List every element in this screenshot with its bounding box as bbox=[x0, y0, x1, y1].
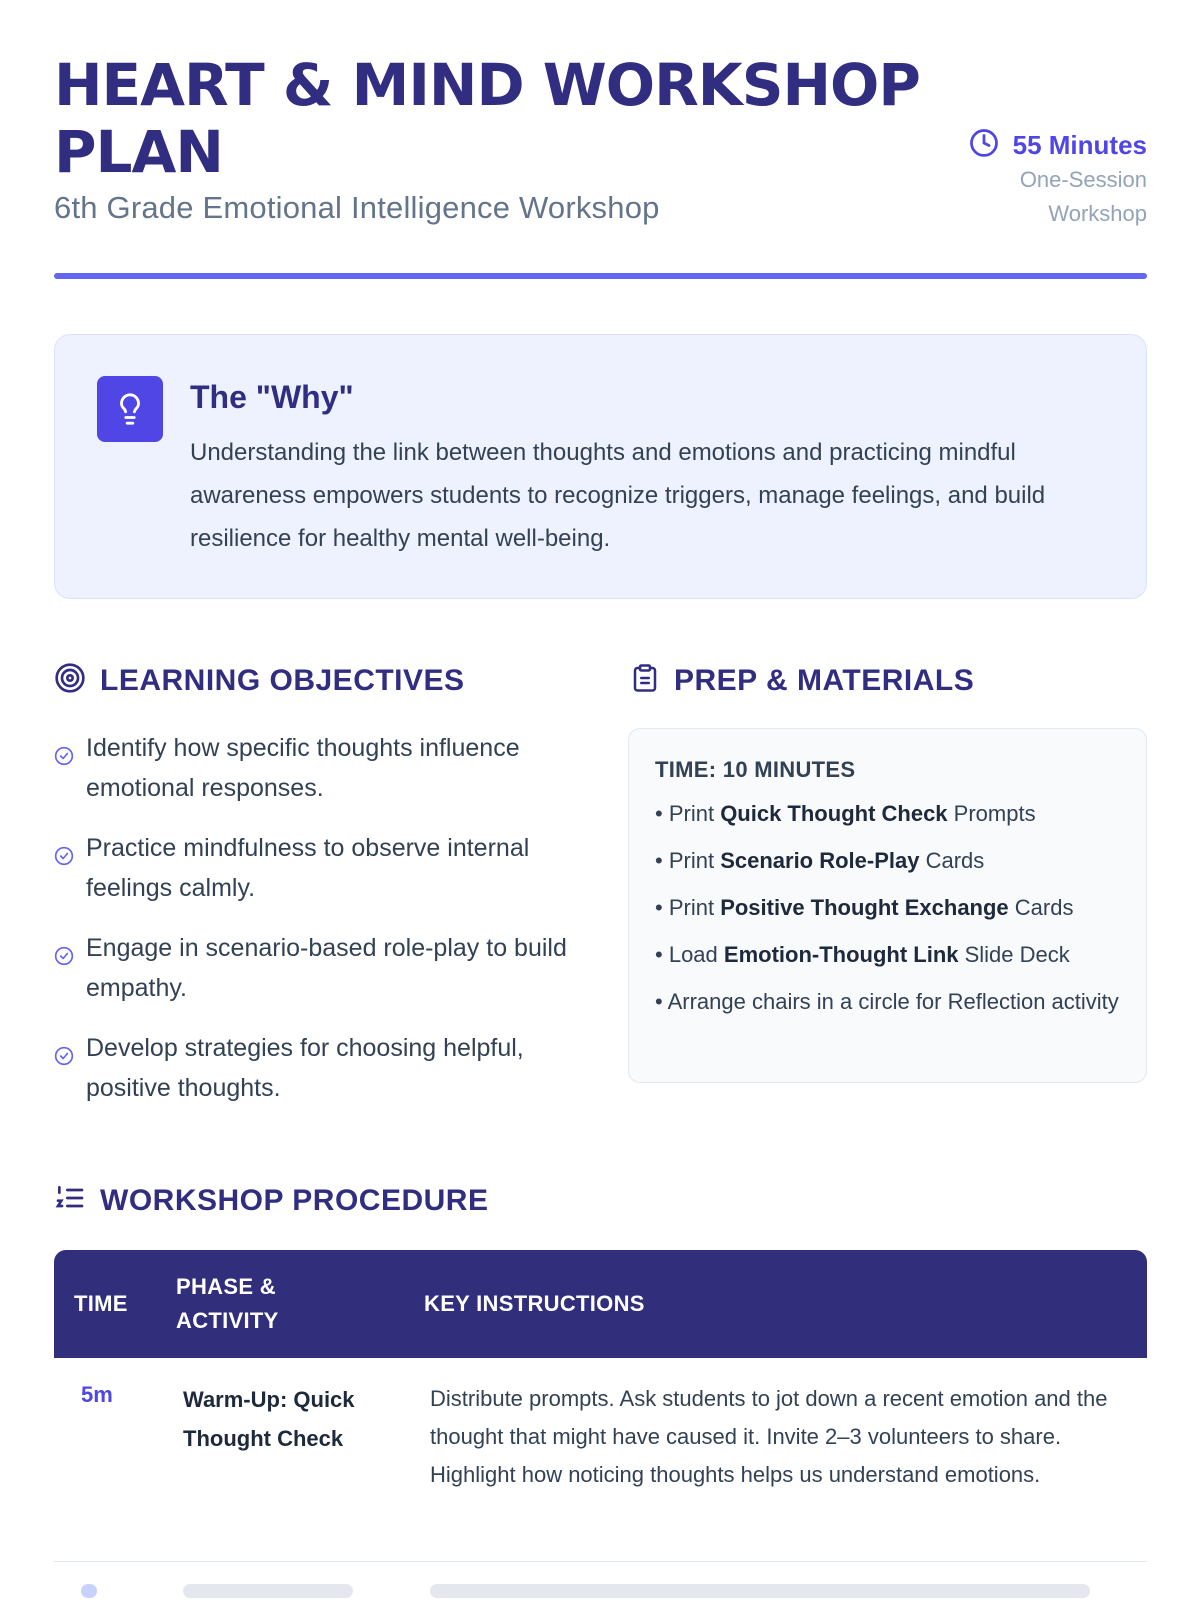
objective-text: Develop strategies for choosing helpful, positive thoughts. bbox=[86, 1034, 524, 1102]
check-circle-icon bbox=[54, 1038, 74, 1078]
procedure-title: WORKSHOP PROCEDURE bbox=[100, 1183, 489, 1217]
duration-value: 55 Minutes bbox=[1012, 130, 1147, 160]
list-item: • Print Positive Thought Exchange Cards bbox=[655, 895, 1074, 920]
table-header bbox=[54, 1250, 1147, 1358]
cut-off-text bbox=[183, 1584, 353, 1598]
cut-off-text bbox=[81, 1584, 97, 1598]
column-header-instructions: KEY INSTRUCTIONS bbox=[424, 1291, 645, 1316]
table-row bbox=[54, 1358, 1147, 1562]
row-instructions: Distribute prompts. Ask students to jot down a recent emotion and the thought that might have caused it. Invite 2–3 volunteers to share. Highlight how noticing thoughts helps us understand emotions. bbox=[430, 1386, 1108, 1487]
prep-time: TIME: 10 MINUTES bbox=[655, 757, 856, 782]
duration-note: One-Session Workshop bbox=[1019, 167, 1147, 226]
why-body: Understanding the link between thoughts and emotions and practicing mindful awareness empowers students to recognize triggers, manage feelings, and build resilience for healthy mental well-being. bbox=[190, 439, 1046, 552]
why-card bbox=[54, 334, 1147, 599]
prep-heading bbox=[630, 662, 974, 699]
procedure-table bbox=[54, 1250, 1147, 1600]
duration-block bbox=[969, 128, 1147, 231]
lightbulb-icon bbox=[97, 376, 163, 442]
list-item bbox=[54, 828, 574, 908]
list-item bbox=[54, 928, 574, 1008]
page-title: HEART & MIND WORKSHOP PLAN bbox=[54, 51, 920, 186]
row-time: 5m bbox=[81, 1382, 113, 1407]
cut-off-text bbox=[430, 1584, 1090, 1598]
check-circle-icon bbox=[54, 738, 74, 778]
table-row-partial bbox=[54, 1562, 1147, 1600]
list-item: • Arrange chairs in a circle for Reflection activity bbox=[655, 989, 1119, 1014]
objectives-list bbox=[54, 728, 574, 1128]
objectives-heading bbox=[54, 662, 465, 699]
list-item bbox=[54, 1028, 574, 1108]
list-item: • Print Scenario Role-Play Cards bbox=[655, 848, 985, 873]
procedure-heading bbox=[54, 1182, 488, 1219]
page-header bbox=[54, 52, 1147, 282]
check-circle-icon bbox=[54, 838, 74, 878]
target-icon bbox=[54, 662, 86, 699]
column-header-time: TIME bbox=[74, 1291, 128, 1316]
list-item: • Print Quick Thought Check Prompts bbox=[655, 801, 1036, 826]
prep-title: PREP & MATERIALS bbox=[674, 663, 975, 697]
why-title: The "Why" bbox=[190, 379, 354, 415]
objectives-title: LEARNING OBJECTIVES bbox=[100, 663, 465, 697]
objective-text: Identify how specific thoughts influence emotional responses. bbox=[86, 734, 520, 802]
prep-list bbox=[655, 797, 1120, 1018]
row-phase: Warm-Up: Quick Thought Check bbox=[183, 1387, 355, 1451]
list-item bbox=[54, 728, 574, 808]
check-circle-icon bbox=[54, 938, 74, 978]
prep-card bbox=[628, 728, 1147, 1083]
page-subtitle: 6th Grade Emotional Intelligence Workshop bbox=[54, 190, 660, 225]
clipboard-icon bbox=[630, 662, 660, 699]
clock-icon bbox=[969, 128, 999, 163]
column-header-phase: PHASE & ACTIVITY bbox=[176, 1274, 279, 1333]
list-item: • Load Emotion-Thought Link Slide Deck bbox=[655, 942, 1070, 967]
objective-text: Engage in scenario-based role-play to build empathy. bbox=[86, 934, 567, 1002]
objective-text: Practice mindfulness to observe internal feelings calmly. bbox=[86, 834, 530, 902]
header-divider bbox=[54, 273, 1147, 279]
numbered-list-icon bbox=[54, 1182, 86, 1219]
